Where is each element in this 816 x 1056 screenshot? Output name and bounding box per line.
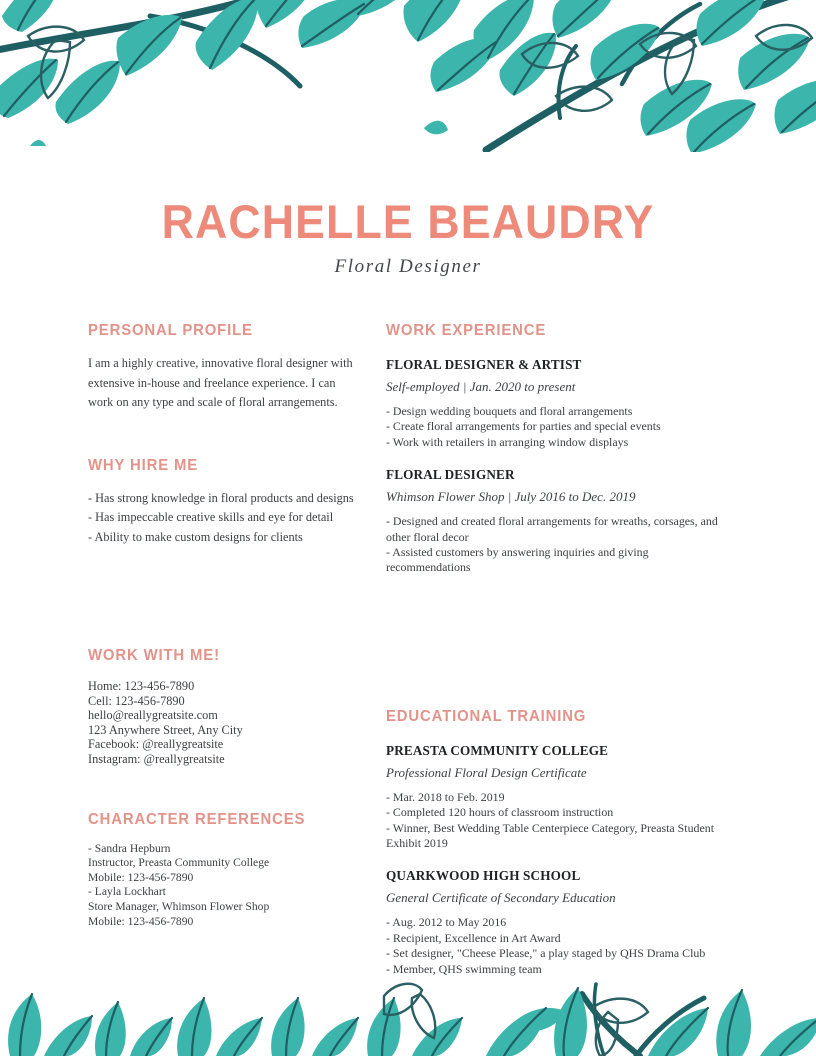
personal-profile-body: I am a highly creative, innovative floral designer with extensive in-house and freelance experience. I can work on any type and scale of floral arrangements.: [88, 356, 353, 409]
list-item: - Ability to make custom designs for clients: [88, 529, 303, 544]
candidate-name: RACHELLE BEAUDRY: [161, 195, 655, 248]
reference-phone: Mobile: 123-456-7890: [88, 914, 194, 928]
left-column: [88, 322, 356, 929]
degree-name: Professional Floral Design Certificate: [386, 764, 587, 780]
list-item: - Designed and created floral arrangements for wreaths, corsages, and other floral decor: [386, 514, 718, 544]
contact-address: 123 Anywhere Street, Any City: [88, 722, 243, 737]
list-item: - Has strong knowledge in floral products and designs: [88, 490, 354, 505]
list-item: - Create floral arrangements for parties and special events: [386, 419, 661, 434]
reference-role: Store Manager, Whimson Flower Shop: [88, 899, 270, 913]
work-experience-heading: WORK EXPERIENCE: [386, 322, 547, 339]
section-character-references: [88, 811, 356, 930]
job-bullets: [386, 404, 726, 450]
contact-cell-phone: Cell: 123-456-7890: [88, 693, 185, 708]
candidate-job-title: Floral Designer: [334, 256, 482, 277]
contact-instagram[interactable]: Instagram: @reallygreatsite: [88, 751, 225, 766]
list-item: - Work with retailers in arranging window displays: [386, 434, 629, 449]
degree-name: General Certificate of Secondary Education: [386, 890, 616, 906]
work-with-me-heading: WORK WITH ME!: [88, 647, 220, 664]
contact-home-phone: Home: 123-456-7890: [88, 679, 195, 693]
educational-training-heading: EDUCATIONAL TRAINING: [386, 707, 587, 725]
job-title: FLORAL DESIGNER & ARTIST: [386, 357, 582, 372]
section-personal-profile: [88, 322, 356, 413]
section-educational-training: [386, 708, 726, 977]
contact-list: [88, 679, 356, 767]
school-name: PREASTA COMMUNITY COLLEGE: [386, 742, 609, 758]
education-bullets: [386, 790, 726, 852]
job-employer-dates: Self-employed | Jan. 2020 to present: [386, 379, 576, 394]
list-item: - Winner, Best Wedding Table Centerpiece Category, Preasta Student Exhibit 2019: [386, 820, 715, 851]
list-item: - Set designer, "Cheese Please," a play staged by QHS Drama Club: [386, 946, 706, 961]
list-item: - Recipient, Excellence in Art Award: [386, 930, 561, 945]
top-foliage-border: [0, 0, 816, 160]
list-item: - Completed 120 hours of classroom instruction: [386, 805, 614, 820]
why-hire-me-heading: WHY HIRE ME: [88, 456, 199, 474]
personal-profile-heading: PERSONAL PROFILE: [88, 322, 253, 339]
list-item: - Has impeccable creative skills and eye for detail: [88, 510, 334, 524]
school-name: QUARKWOOD HIGH SCHOOL: [386, 868, 581, 884]
reference-phone: Mobile: 123-456-7890: [88, 870, 194, 884]
education-bullets: [386, 915, 726, 977]
resume-header: [0, 196, 816, 278]
job-bullets: [386, 514, 726, 576]
section-work-with-me: [88, 647, 356, 767]
reference-name: - Sandra Hepburn: [88, 841, 171, 855]
section-work-experience: [386, 322, 726, 576]
job-employer-dates: Whimson Flower Shop | July 2016 to Dec. 2019: [386, 489, 636, 505]
list-item: - Member, QHS swimming team: [386, 961, 542, 976]
character-references-heading: CHARACTER REFERENCES: [88, 810, 306, 828]
reference-name: - Layla Lockhart: [88, 885, 166, 899]
list-item: - Mar. 2018 to Feb. 2019: [386, 789, 505, 804]
job-title: FLORAL DESIGNER: [386, 467, 515, 483]
why-hire-me-list: [88, 489, 356, 548]
character-references-list: [88, 842, 356, 930]
education-entry: [386, 742, 726, 852]
work-experience-entry: [386, 356, 726, 450]
work-experience-entry: [386, 466, 726, 576]
right-column: [386, 322, 726, 977]
contact-facebook[interactable]: Facebook: @reallygreatsite: [88, 737, 224, 752]
contact-email[interactable]: hello@reallygreatsite.com: [88, 708, 218, 723]
section-why-hire-me: [88, 457, 356, 548]
list-item: - Assisted customers by answering inquiries and giving recommendations: [386, 545, 649, 575]
education-entry: [386, 867, 726, 977]
list-item: - Design wedding bouquets and floral arrangements: [386, 404, 633, 418]
reference-role: Instructor, Preasta Community College: [88, 856, 270, 870]
list-item: - Aug. 2012 to May 2016: [386, 915, 507, 930]
